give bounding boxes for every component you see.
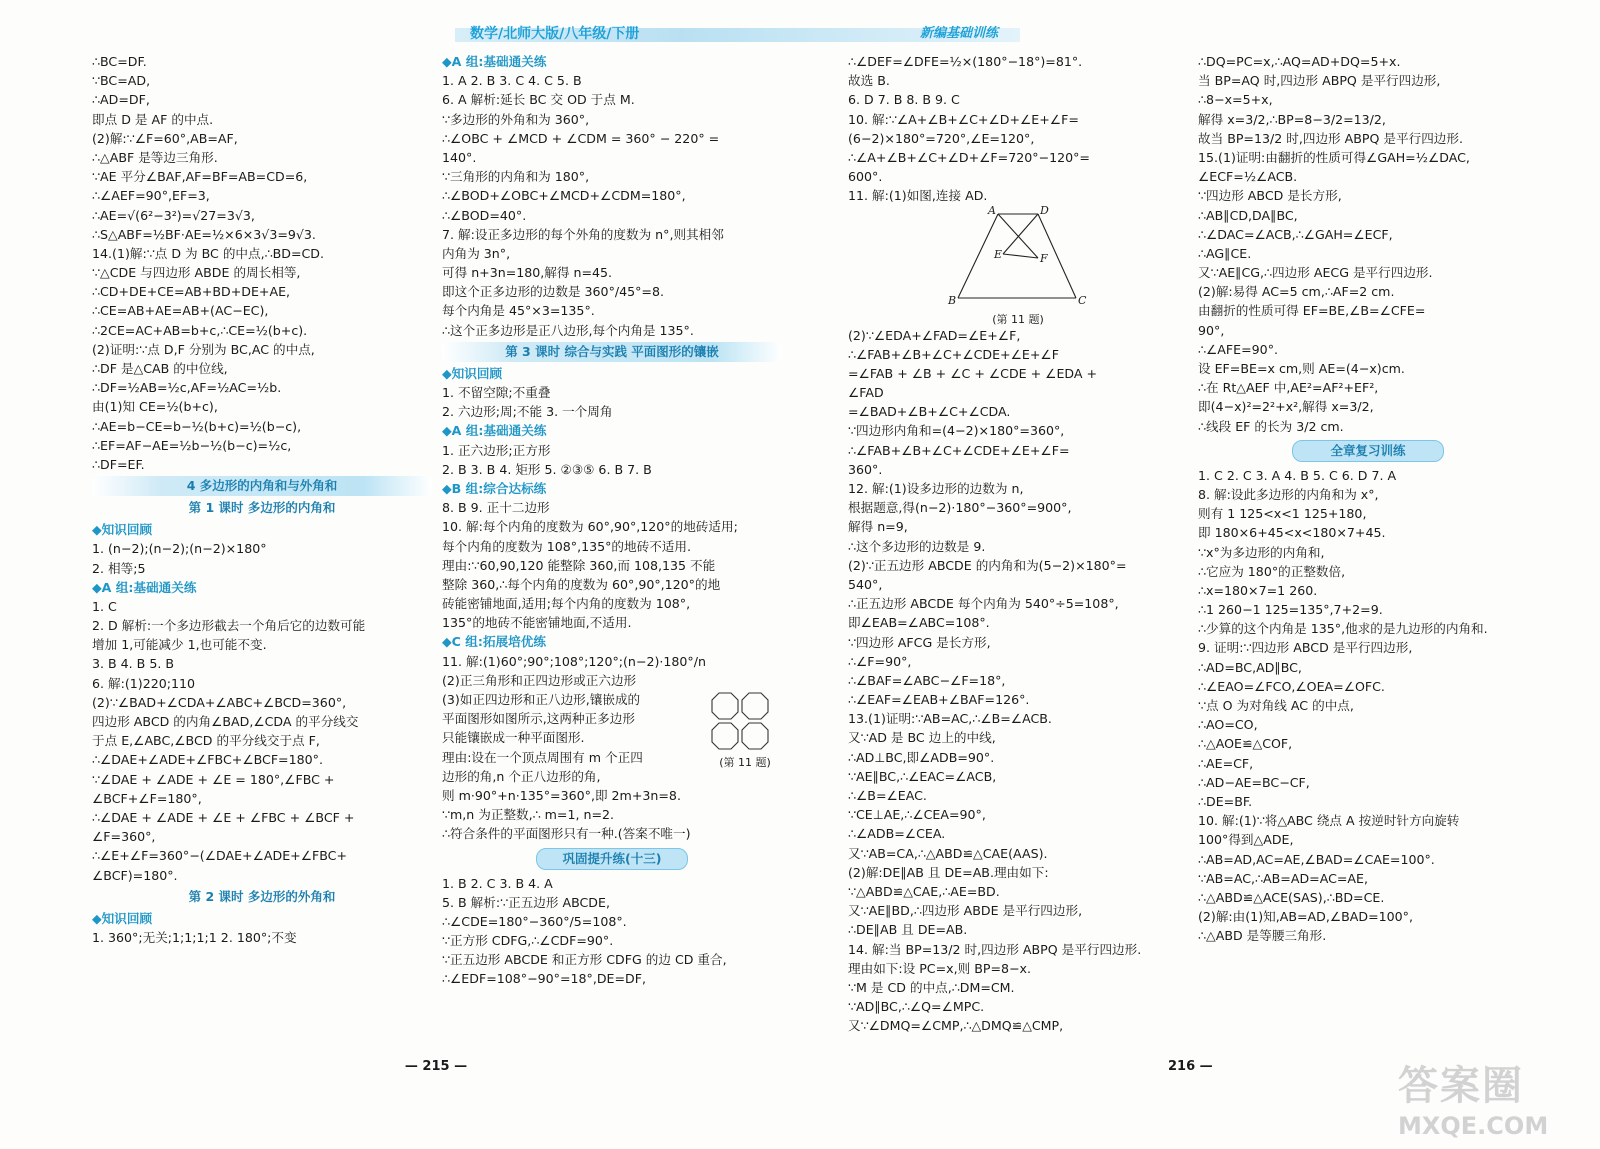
answer-line: (2)解:DE∥AB 且 DE=AB.理由如下:	[848, 864, 1049, 880]
answer-line: 8. B 9. 正十二边形	[442, 500, 550, 516]
answer-line: ∴BC=DF.	[92, 54, 147, 69]
header-title: 数学/北师大版/八年级/下册	[470, 26, 640, 42]
answer-line: ∴∠DAE + ∠ADE + ∠E + ∠FBC + ∠BCF +	[92, 809, 355, 825]
answer-line: 1. A 2. B 3. C 4. C 5. B	[442, 73, 582, 89]
answer-line: ∴∠DAC=∠ACB,∴∠GAH=∠ECF,	[1198, 226, 1393, 242]
answer-line: ∴AE=CF,	[1198, 755, 1254, 771]
answer-line: 故选 B.	[848, 73, 890, 89]
answer-line: 10. 解:每个内角的度数为 60°,90°,120°的地砖适用;	[442, 519, 738, 535]
answer-line: 1. (n−2);(n−2);(n−2)×180°	[92, 541, 267, 557]
answer-line: 又∵∠DMQ=∠CMP,∴△DMQ≌△CMP,	[848, 1018, 1064, 1034]
practice-banner-13: 巩固提升练(十三)	[536, 848, 688, 870]
answer-line: ∴△ABD≌△ACE(SAS),∴BD=CE.	[1198, 889, 1385, 905]
answer-line: ∴∠EDF=108°−90°=18°,DE=DF,	[442, 971, 646, 987]
answer-line: ∵多边形的外角和为 360°,	[442, 111, 590, 127]
answer-line: ∴AE=b−CE=b−½(b+c)=½(b−c),	[92, 418, 302, 434]
answer-line: ∴AD=BC,AD∥BC,	[1198, 659, 1302, 675]
answer-line: ∠BCF+∠F=180°,	[92, 790, 202, 806]
answer-line: ∴DE=BF.	[1198, 793, 1253, 809]
col2-block-b	[442, 364, 782, 844]
answer-line: 6. D 7. B 8. B 9. C	[848, 92, 960, 108]
answer-line: 10. 解:∵∠A+∠B+∠C+∠D+∠E+∠F=	[848, 111, 1079, 127]
answer-line: ∴∠DEF=∠DFE=½×(180°−18°)=81°.	[848, 54, 1083, 69]
lesson-banner-3: 第 3 课时 综合与实践 平面图形的镶嵌	[442, 342, 782, 362]
answer-line: 由(1)知 CE=½(b+c),	[92, 399, 218, 415]
header-brand: 新编基础训练	[920, 26, 999, 41]
answer-line: ∴CD+DE+CE=AB+BD+DE+AE,	[92, 284, 291, 300]
col4-block-a	[1198, 52, 1538, 436]
label-e: E	[994, 247, 1003, 261]
answer-line: 9. 证明:∵四边形 ABCD 是平行四边形,	[1198, 640, 1413, 656]
answer-line: 2. D 解析:一个多边形截去一个角后它的边数可能	[92, 618, 366, 634]
answer-line: ∵BC=AD,	[92, 73, 151, 89]
answer-line: 3. B 4. B 5. B	[92, 656, 174, 672]
answer-line: 1. 不留空隙;不重叠	[442, 385, 551, 400]
col4-block-b	[1198, 466, 1538, 946]
answer-line: ∴线段 EF 的长为 3/2 cm.	[1198, 418, 1344, 434]
answer-line: ∴∠FAB+∠B+∠C+∠CDE+∠E+∠F=	[848, 442, 1070, 458]
subsection-heading: ◆A 组:基础通关练	[442, 54, 547, 69]
answer-line: ∴8−x=5+x,	[1198, 92, 1273, 108]
subsection-heading: ◆知识回顾	[92, 522, 153, 538]
answer-line: 2. 六边形;周;不能 3. 一个周角	[442, 404, 613, 420]
answer-line: 即(4−x)²=2²+x²,解得 x=3/2,	[1198, 399, 1374, 415]
answer-line: ∵x°为多边形的内角和,	[1198, 544, 1325, 560]
answer-line: =∠BAD+∠B+∠C+∠CDA.	[848, 404, 1011, 420]
answer-line: 解得 n=9,	[848, 519, 908, 535]
answer-line: 100°得到△ADE,	[1198, 832, 1294, 848]
answer-line: (2)正三角形和正四边形或正六边形	[442, 672, 637, 688]
answer-line: ∴∠EAF=∠EAB+∠BAF=126°.	[848, 692, 1030, 708]
answer-line: 14.(1)解:∵点 D 为 BC 的中点,∴BD=CD.	[92, 245, 325, 261]
answer-line: (2)解:由(1)知,AB=AD,∠BAD=100°,	[1198, 909, 1413, 925]
watermark-text: 答案圈	[1398, 1063, 1524, 1109]
answer-line: (2)∵正五边形 ABCDE 的内角和为(5−2)×180°=	[848, 557, 1127, 573]
answer-line: ∴AD=DF,	[92, 92, 150, 108]
answer-line: ∴这个多边形的边数是 9.	[848, 538, 986, 554]
answer-line: ∵AE∥BC,∴∠EAC=∠ACB,	[848, 768, 997, 784]
answer-line: 11. 解:(1)60°;90°;108°;120°;(n−2)·180°/n	[442, 653, 706, 669]
answer-line: 理由:∵60,90,120 能整除 360,而 108,135 不能	[442, 557, 716, 573]
answer-line: 可得 n+3n=180,解得 n=45.	[442, 265, 613, 281]
answer-line: ∴∠DAE+∠ADE+∠FBC+∠BCF=180°.	[92, 752, 323, 768]
answer-line: ∠F=360°,	[92, 829, 156, 845]
answer-line: 即 180×6+45<x<180×7+45.	[1198, 525, 1386, 541]
answer-line: ∴DQ=PC=x,∴AQ=AD+DQ=5+x.	[1198, 54, 1401, 69]
answer-line: ∴CE=AB+AE=AB+(AC−EC),	[92, 303, 269, 319]
answer-line: 140°.	[442, 149, 477, 165]
answer-line: ∴它应为 180°的正整数倍,	[1198, 563, 1346, 579]
answer-line: ∴∠F=90°,	[848, 653, 912, 669]
answer-line: 2. B 3. B 4. 矩形 5. ②③⑤ 6. B 7. B	[442, 461, 652, 477]
answer-line: ∵M 是 CD 的中点,∴DM=CM.	[848, 979, 1015, 995]
answer-line: ∵CE⊥AE,∴∠CEA=90°,	[848, 807, 986, 823]
answer-line: 增加 1,可能减少 1,也可能不变.	[92, 637, 267, 653]
answer-line: ∴DF=½AB=½c,AF=½AC=½b.	[92, 380, 282, 396]
answer-line: (3)如正四边形和正八边形,镶嵌成的	[442, 692, 641, 707]
col3-block-b	[848, 326, 1188, 1036]
answer-line: 8. 解:设此多边形的内角和为 x°,	[1198, 486, 1379, 502]
label-c: C	[1078, 293, 1087, 307]
answer-line: ∵点 O 为对角线 AC 的中点,	[1198, 698, 1354, 713]
answer-line: 只能镶嵌成一种平面图形.	[442, 730, 585, 746]
label-d: D	[1040, 205, 1049, 217]
answer-line: 又∵AE∥BD,∴四边形 ABDE 是平行四边形,	[848, 903, 1083, 919]
answer-line: 内角为 3n°,	[442, 245, 511, 261]
answer-line: ∴AO=CO,	[1198, 717, 1258, 733]
answer-line: 则 m·90°+n·135°=360°,即 2m+3n=8.	[442, 787, 681, 803]
answer-line: ∴∠A+∠B+∠C+∠D+∠F=720°−120°=	[848, 149, 1090, 165]
answer-line: (2)解:易得 AC=5 cm,∴AF=2 cm.	[1198, 284, 1395, 300]
answer-line: ∵AB=AC,∴AB=AD=AC=AE,	[1198, 870, 1369, 886]
answer-line: 每个内角的度数为 108°,135°的地砖不适用.	[442, 538, 691, 554]
answer-line: ∴∠BOD+∠OBC+∠MCD+∠CDM=180°,	[442, 188, 686, 204]
answer-line: 360°.	[848, 461, 883, 477]
answer-line: 15.(1)证明:由翻折的性质可得∠GAH=½∠DAC,	[1198, 149, 1470, 165]
subsection-heading: ◆C 组:拓展培优练	[442, 634, 546, 650]
answer-line: 6. 解:(1)220;110	[92, 675, 196, 691]
answer-line: ∴∠EAO=∠FCO,∠OEA=∠OFC.	[1198, 678, 1385, 694]
triangle-diagram-icon	[848, 206, 1188, 308]
answer-line: 又∵AD 是 BC 边上的中线,	[848, 730, 996, 746]
answer-line: 即∠EAB=∠ABC=108°.	[848, 615, 990, 631]
answer-line: 135°的地砖不能密铺地面,不适用.	[442, 615, 632, 631]
answer-line: ∴∠B=∠EAC.	[848, 788, 927, 803]
answer-line: 理由:设在一个顶点周围有 m 个正四	[442, 749, 643, 765]
page-number-left: — 215 —	[404, 1059, 468, 1074]
answer-line: ∴△ABF 是等边三角形.	[92, 149, 218, 165]
answer-line: ∴S△ABF=½BF·AE=½×6×3√3=9√3.	[92, 226, 316, 242]
answer-line: ∴正五边形 ABCDE 每个内角为 540°÷5=108°,	[848, 596, 1119, 612]
answer-line: 11. 解:(1)如图,连接 AD.	[848, 188, 988, 204]
answer-line: 6. A 解析:延长 BC 交 OD 于点 M.	[442, 92, 635, 108]
answer-line: 12. 解:(1)设多边形的边数为 n,	[848, 481, 1024, 496]
chapter-review-banner: 全章复习训练	[1292, 440, 1444, 462]
answer-line: ∴这个正多边形是正八边形,每个内角是 135°.	[442, 322, 694, 338]
answer-line: 由翻折的性质可得 EF=BE,∠B=∠CFE=	[1198, 303, 1426, 319]
page-header	[0, 0, 1600, 44]
answer-line: ∴∠OBC + ∠MCD + ∠CDM = 360° − 220° =	[442, 130, 720, 146]
answer-line: ∴DF 是△CAB 的中位线,	[92, 361, 228, 376]
answer-line: 90°,	[1198, 322, 1225, 338]
answer-line: ∴少算的这个内角是 135°,他求的是九边形的内角和.	[1198, 621, 1488, 637]
answer-line: (2)解:∵∠F=60°,AB=AF,	[92, 130, 238, 146]
answer-line: 1. C	[92, 598, 117, 614]
answer-line: ∠ECF=½∠ACB.	[1198, 169, 1298, 185]
section-banner-4: 4 多边形的内角和与外角和	[92, 476, 432, 496]
answer-line: ∴AD⊥BC,即∠ADB=90°.	[848, 749, 995, 765]
answer-line: 故当 BP=13/2 时,四边形 ABPQ 是平行四边形.	[1198, 130, 1463, 146]
answer-line: ∵三角形的内角和为 180°,	[442, 169, 590, 185]
answer-line: 每个内角是 45°×3=135°.	[442, 303, 595, 319]
answer-line: 13.(1)证明:∵AB=AC,∴∠B=∠ACB.	[848, 711, 1052, 727]
answer-line: 1. C 2. C 3. A 4. B 5. C 6. D 7. A	[1198, 467, 1397, 483]
answer-line: 当 BP=AQ 时,四边形 ABPQ 是平行四边形,	[1198, 73, 1441, 89]
answer-line: ∵AE 平分∠BAF,AF=BF=AB=CD=6,	[92, 169, 308, 185]
answer-line: 解得 x=3/2,∴BP=8−3/2=13/2,	[1198, 111, 1386, 127]
subsection-heading: ◆知识回顾	[92, 910, 153, 926]
answer-line: ∴符合条件的平面图形只有一种.(答案不唯一)	[442, 826, 691, 842]
answer-line: ∴∠AEF=90°,EF=3,	[92, 188, 210, 204]
answer-line: ∴AB=AD,AC=AE,∠BAD=∠CAE=100°.	[1198, 851, 1435, 867]
answer-line: 10. 解:(1)∵将△ABC 绕点 A 按逆时针方向旋转	[1198, 813, 1460, 829]
answer-line: ∵AD∥BC,∴∠Q=∠MPC.	[848, 999, 985, 1015]
col3-block-a	[848, 52, 1188, 206]
answer-line: (2)∵∠BAD+∠CDA+∠ABC+∠BCD=360°,	[92, 694, 347, 710]
column-2	[442, 52, 782, 1077]
answer-line: (2)证明:∵点 D,F 分别为 BC,AC 的中点,	[92, 341, 315, 357]
answer-line: ∴AD−AE=BC−CF,	[1198, 774, 1310, 790]
lesson-banner-2: 第 2 课时 多边形的外角和	[188, 888, 336, 904]
octagon-tiling-icon	[710, 691, 770, 751]
answer-line: ∵正五边形 ABCDE 和正方形 CDFG 的边 CD 重合,	[442, 952, 727, 968]
answer-line: 即这个正多边形的边数是 360°/45°=8.	[442, 284, 665, 300]
col1-block-a	[92, 52, 432, 474]
answer-line: ∴∠FAB+∠B+∠C+∠CDE+∠E+∠F	[848, 346, 1059, 362]
answer-line: ∴DF=EF.	[92, 456, 145, 472]
column-1	[92, 52, 432, 1077]
answer-line: 7. 解:设正多边形的每个外角的度数为 n°,则其相邻	[442, 226, 724, 242]
answer-line: 5. B 解析:∵正五边形 ABCDE,	[442, 894, 610, 910]
answer-line: ∵正方形 CDFG,∴∠CDF=90°.	[442, 933, 614, 949]
answer-line: ∴△AOE≌△COF,	[1198, 736, 1293, 752]
answer-line: ∴∠CDE=180°−360°/5=108°.	[442, 913, 627, 929]
answer-line: 1. 360°;无关;1;1;1;1 2. 180°;不变	[92, 929, 297, 945]
answer-line: 即点 D 是 AF 的中点.	[92, 111, 214, 127]
answer-line: ∵m,n 为正整数,∴ m=1, n=2.	[442, 807, 615, 823]
subsection-heading: ◆A 组:基础通关练	[442, 423, 547, 439]
answer-line: ∴AG∥CE.	[1198, 245, 1252, 261]
answer-line: ∠FAD	[848, 385, 884, 401]
page-number-right: 216 —	[1168, 1059, 1213, 1074]
figure-caption-3: (第 11 题)	[992, 312, 1044, 326]
answer-line: ∴x=180×7=1 260.	[1198, 582, 1318, 598]
answer-line: ∵△ABD≌△CAE,∴AE=BD.	[848, 883, 1000, 899]
subsection-heading: ◆知识回顾	[442, 365, 503, 381]
watermark	[1398, 1062, 1568, 1144]
answer-line: ∴AB∥CD,DA∥BC,	[1198, 207, 1298, 223]
answer-line: ∠BCF)=180°.	[92, 867, 178, 883]
answer-line: 1. B 2. C 3. B 4. A	[442, 875, 553, 891]
answer-line: 又∵AE∥CG,∴四边形 AECG 是平行四边形.	[1198, 265, 1433, 281]
answer-line: 设 EF=BE=x cm,则 AE=(4−x)cm.	[1198, 361, 1405, 376]
answer-line: 1. 正六边形;正方形	[442, 442, 551, 458]
answer-line: ∴△ABD 是等腰三角形.	[1198, 928, 1327, 944]
answer-line: 平面图形如图所示,这两种正多边形	[442, 711, 635, 727]
answer-line: ∴∠AFE=90°.	[1198, 341, 1278, 357]
answer-line: ∵△CDE 与四边形 ABDE 的周长相等,	[92, 265, 301, 281]
col2-block-c	[442, 874, 782, 989]
lesson-banner-1: 第 1 课时 多边形的内角和	[188, 500, 336, 516]
subsection-heading: ◆B 组:综合达标练	[442, 480, 547, 496]
answer-line: 540°,	[848, 576, 883, 592]
answer-line: ∵四边形 ABCD 是长方形,	[1198, 188, 1342, 204]
answer-line: 则有 1 125<x<1 125+180,	[1198, 506, 1367, 522]
answer-line: 600°.	[848, 169, 883, 185]
answer-line: 14. 解:当 BP=13/2 时,四边形 ABPQ 是平行四边形.	[848, 941, 1142, 957]
watermark-url: MXQE.COM	[1398, 1112, 1549, 1140]
answer-line: 又∵AB=CA,∴△ABD≌△CAE(AAS).	[848, 845, 1048, 861]
answer-line: ∴在 Rt△AEF 中,AE²=AF²+EF²,	[1198, 380, 1379, 396]
octagon-figure	[710, 691, 780, 769]
col1-block-b	[92, 520, 432, 885]
col1-block-c	[92, 909, 432, 947]
col2-block-b-wrap	[442, 364, 782, 844]
answer-line: 理由如下:设 PC=x,则 BP=8−x.	[848, 960, 1032, 976]
column-3	[848, 52, 1188, 1077]
answer-line: 砖能密铺地面,适用;每个内角的度数为 108°,	[442, 596, 691, 612]
answer-line: ∵∠DAE + ∠ADE + ∠E = 180°,∠FBC +	[92, 771, 335, 787]
answer-line: ∵四边形内角和=(4−2)×180°=360°,	[848, 423, 1065, 439]
figure-caption-2: (第 11 题)	[719, 755, 771, 769]
answer-line: 根据题意,得(n−2)·180°−360°=900°,	[848, 500, 1072, 516]
answer-line: 整除 360,∴每个内角的度数为 60°,90°,120°的地	[442, 576, 721, 592]
answer-line: ∴∠BAF=∠ABC−∠F=18°,	[848, 672, 1006, 688]
answer-line: 于点 E,∠ABC,∠BCD 的平分线交于点 F,	[92, 733, 320, 749]
answer-line: (6−2)×180°=720°,∠E=120°,	[848, 130, 1035, 146]
answer-line: ∴∠ADB=∠CEA.	[848, 826, 946, 842]
answer-line: ∴EF=AF−AE=½b−½(b−c)=½c,	[92, 437, 292, 453]
answer-line: 四边形 ABCD 的内角∠BAD,∠CDA 的平分线交	[92, 714, 359, 729]
subsection-heading: ◆A 组:基础通关练	[92, 579, 197, 595]
label-b: B	[948, 293, 957, 307]
triangle-figure	[848, 206, 1188, 326]
label-f: F	[1040, 251, 1048, 265]
answer-line: =∠FAB + ∠B + ∠C + ∠CDE + ∠EDA +	[848, 365, 1098, 381]
answer-line: ∴2CE=AC+AB=b+c,∴CE=½(b+c).	[92, 322, 308, 338]
answer-line: ∴∠BOD=40°.	[442, 207, 527, 223]
label-a: A	[988, 205, 996, 217]
answer-line: 2. 相等;5	[92, 560, 146, 576]
answer-line: ∴∠E+∠F=360°−(∠DAE+∠ADE+∠FBC+	[92, 848, 347, 864]
answer-line: ∴DE∥AB 且 DE=AB.	[848, 922, 968, 938]
answer-line: ∵四边形 AFCG 是长方形,	[848, 634, 991, 650]
column-4	[1198, 52, 1538, 1077]
answer-line: ∴AE=√(6²−3²)=√27=3√3,	[92, 207, 255, 223]
answer-line: ∴1 260−1 125=135°,7+2=9.	[1198, 602, 1383, 618]
answer-line: (2)∵∠EDA+∠FAD=∠E+∠F,	[848, 327, 1021, 343]
col2-block-a	[442, 52, 782, 340]
answer-line: 边形的角,n 个正八边形的角,	[442, 768, 601, 784]
